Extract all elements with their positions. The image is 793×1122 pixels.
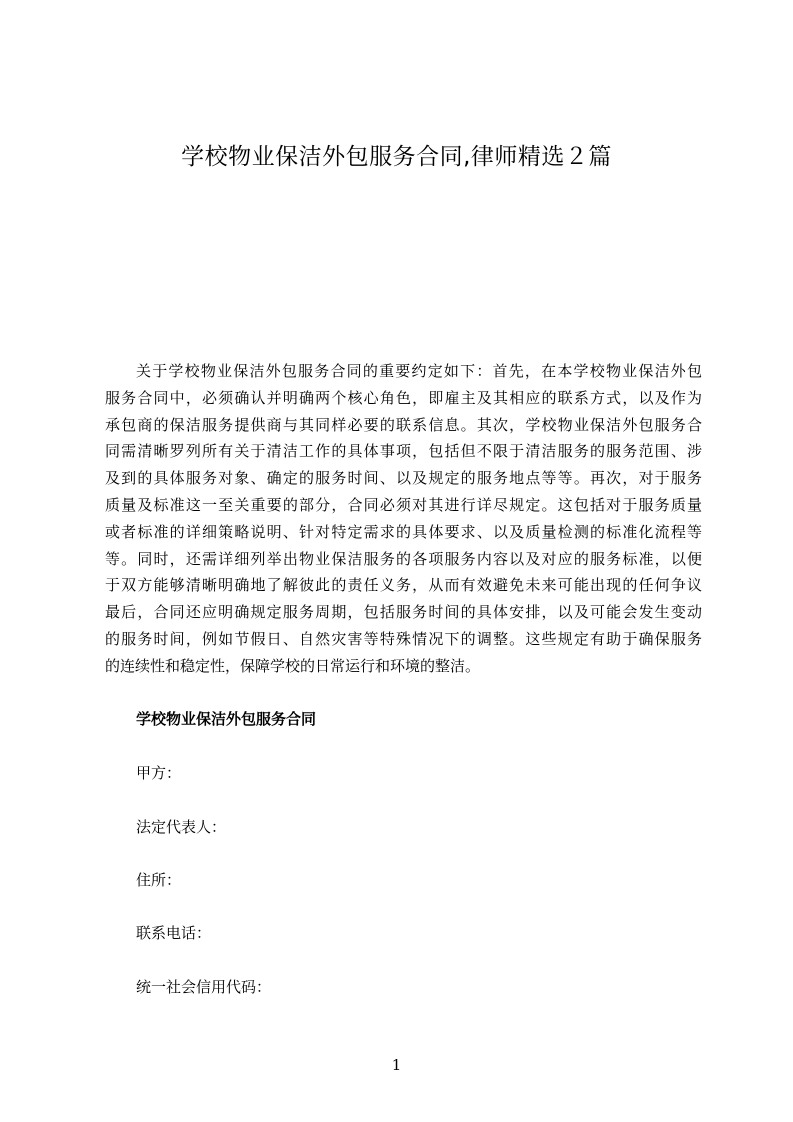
- paragraph-line: 等。同时，还需详细列举出物业保洁服务的各项服务内容以及对应的服务标准，以便: [105, 549, 702, 568]
- paragraph-line: 质量及标准这一至关重要的部分，合同必须对其进行详尽规定。这包括对于服务质量: [105, 495, 702, 514]
- paragraph-line: 或者标准的详细策略说明、针对特定需求的具体要求、以及质量检测的标准化流程等: [105, 522, 702, 541]
- contract-title: 学校物业保洁外包服务合同: [136, 710, 317, 728]
- address-label: 住所：: [136, 871, 182, 889]
- paragraph-line: 及到的具体服务对象、确定的服务时间、以及规定的服务地点等等。再次，对于服务: [105, 469, 702, 488]
- paragraph-line: 的服务时间，例如节假日、自然灾害等特殊情况下的调整。这些规定有助于确保服务: [105, 629, 702, 648]
- legal-representative-label: 法定代表人：: [136, 818, 227, 836]
- intro-paragraph: [105, 358, 702, 680]
- paragraph-line: 承包商的保洁服务提供商与其同样必要的联系信息。其次，学校物业保洁外包服务合: [105, 415, 702, 434]
- paragraph-line: 于双方能够清晰明确地了解彼此的责任义务，从而有效避免未来可能出现的任何争议: [105, 576, 702, 595]
- paragraph-line: 的连续性和稳定性，保障学校的日常运行和环境的整洁。: [105, 656, 481, 675]
- page-number: 1: [391, 1056, 402, 1074]
- document-title: 学校物业保洁外包服务合同,律师精选２篇: [181, 144, 612, 170]
- party-a-label: 甲方：: [136, 764, 182, 782]
- paragraph-line: 同需清晰罗列所有关于清洁工作的具体事项，包括但不限于清洁服务的服务范围、涉: [105, 442, 702, 461]
- paragraph-line: 最后，合同还应明确规定服务周期，包括服务时间的具体安排，以及可能会发生变动: [105, 603, 702, 622]
- credit-code-label: 统一社会信用代码：: [136, 978, 272, 996]
- paragraph-line: 关于学校物业保洁外包服务合同的重要约定如下：首先，在本学校物业保洁外包: [136, 362, 702, 380]
- paragraph-line: 服务合同中，必须确认并明确两个核心角色，即雇主及其相应的联系方式，以及作为: [105, 388, 702, 407]
- phone-label: 联系电话：: [136, 924, 212, 942]
